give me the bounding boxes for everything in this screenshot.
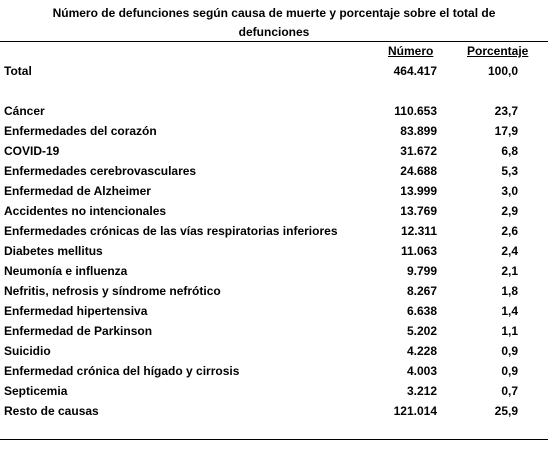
cause-label: Suicidio (4, 344, 51, 358)
cause-number: 8.267 (406, 284, 437, 298)
cause-label: Enfermedades del corazón (4, 124, 157, 138)
cause-percent: 2,6 (501, 224, 518, 238)
total-number: 464.417 (393, 64, 437, 78)
table-title-line-2: defunciones (238, 25, 310, 39)
cause-number: 110.653 (394, 104, 437, 118)
table-row (0, 221, 548, 241)
cause-label: Enfermedades cerebrovasculares (4, 164, 197, 178)
table-row (0, 261, 548, 281)
cause-number: 4.228 (406, 344, 437, 358)
top-rule (0, 41, 548, 42)
cause-number: 6.638 (406, 304, 437, 318)
cause-number: 4.003 (406, 364, 437, 378)
cause-percent: 2,9 (501, 204, 518, 218)
cause-number: 3.212 (406, 384, 437, 398)
table-row (0, 361, 548, 381)
cause-number: 83.899 (400, 124, 437, 138)
cause-number: 24.688 (400, 164, 437, 178)
cause-percent: 3,0 (501, 184, 518, 198)
column-header-percent: Porcentaje (467, 44, 529, 58)
table-row (0, 401, 548, 421)
table-row (0, 161, 548, 181)
table-row (0, 201, 548, 221)
table-row (0, 101, 548, 121)
table-row (0, 341, 548, 361)
cause-number: 11.063 (400, 244, 437, 258)
cause-label: Accidentes no intencionales (4, 204, 167, 218)
cause-number: 9.799 (406, 264, 437, 278)
cause-label: Nefritis, nefrosis y síndrome nefrótico (4, 284, 221, 298)
cause-percent: 5,3 (501, 164, 518, 178)
table-row (0, 321, 548, 341)
cause-percent: 17,9 (494, 124, 518, 138)
table-row (0, 141, 548, 161)
cause-percent: 0,9 (501, 344, 518, 358)
cause-label: Diabetes mellitus (4, 244, 103, 258)
cause-number: 31.672 (400, 144, 437, 158)
cause-label: Enfermedad hipertensiva (4, 304, 148, 318)
cause-label: Cáncer (4, 104, 45, 118)
total-label: Total (4, 64, 32, 78)
cause-label: Enfermedad de Alzheimer (4, 184, 151, 198)
bottom-rule (0, 439, 548, 440)
cause-label: Septicemia (4, 384, 68, 398)
cause-number: 13.769 (400, 204, 437, 218)
column-header-number: Número (388, 44, 434, 58)
cause-percent: 1,1 (501, 324, 518, 338)
table-row (0, 181, 548, 201)
table-title (0, 4, 548, 42)
total-percent: 100,0 (487, 64, 518, 78)
total-row (0, 61, 548, 81)
cause-label: Enfermedad crónica del hígado y cirrosis (4, 364, 240, 378)
cause-number: 12.311 (400, 224, 437, 238)
table-row (0, 121, 548, 141)
cause-label: Enfermedad de Parkinson (4, 324, 153, 338)
cause-percent: 0,7 (501, 384, 518, 398)
cause-percent: 25,9 (494, 404, 518, 418)
table-row (0, 281, 548, 301)
table-row (0, 241, 548, 261)
cause-number: 13.999 (400, 184, 437, 198)
cause-label: Resto de causas (4, 404, 99, 418)
cause-label: Enfermedades crónicas de las vías respiratorias inferiores (4, 224, 338, 238)
cause-label: COVID-19 (4, 144, 60, 158)
cause-percent: 0,9 (501, 364, 518, 378)
cause-percent: 1,8 (501, 284, 518, 298)
cause-label: Neumonía e influenza (4, 264, 128, 278)
cause-number: 5.202 (406, 324, 437, 338)
cause-percent: 1,4 (501, 304, 518, 318)
cause-percent: 23,7 (494, 104, 518, 118)
table-row (0, 301, 548, 321)
cause-percent: 2,1 (501, 264, 518, 278)
table-row (0, 381, 548, 401)
cause-number: 121.014 (393, 404, 437, 418)
cause-percent: 2,4 (501, 244, 518, 258)
cause-percent: 6,8 (501, 144, 518, 158)
table-title-line-1: Número de defunciones según causa de muerte y porcentaje sobre el total de (52, 6, 496, 20)
